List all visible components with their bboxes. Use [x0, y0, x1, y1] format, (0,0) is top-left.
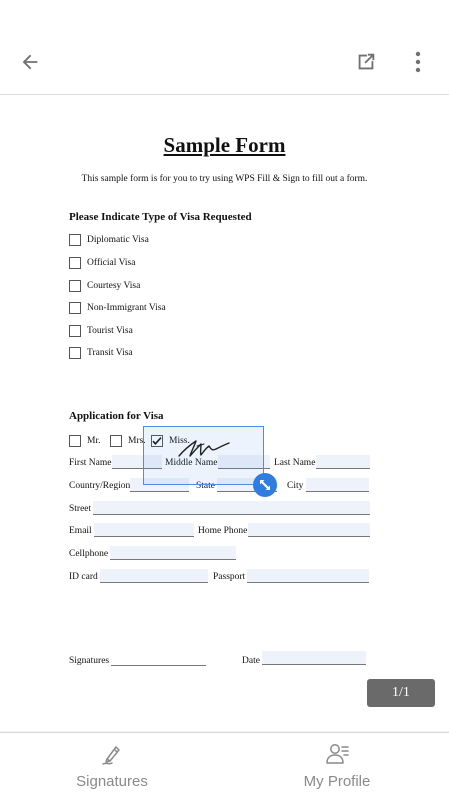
city-label: City [287, 481, 304, 491]
share-button[interactable] [346, 42, 386, 82]
cellphone-field[interactable] [110, 546, 236, 560]
cellphone-label: Cellphone [69, 549, 109, 559]
visa-option-non-immigrant[interactable] [69, 302, 166, 314]
visa-option-transit[interactable] [69, 347, 133, 359]
middle-name-label: Middle Name [165, 458, 218, 468]
tab-my-profile-label: My Profile [303, 773, 371, 790]
id-card-field[interactable] [100, 569, 208, 583]
more-vertical-icon [414, 50, 422, 74]
visa-option-label: Transit Visa [87, 348, 133, 358]
visa-option-label: Courtesy Visa [87, 281, 141, 291]
date-label: Date [242, 656, 260, 666]
tab-signatures-label: Signatures [76, 773, 148, 790]
document-page[interactable] [0, 95, 449, 731]
form-subtitle: This sample form is for you to try using WPS Fill & Sign to fill out a form. [81, 174, 368, 184]
first-name-label: First Name [69, 458, 112, 468]
salutation-label: Mr. [87, 436, 101, 446]
share-icon [355, 51, 377, 73]
date-field[interactable] [262, 651, 366, 665]
signatures-label: Signatures [69, 656, 110, 666]
arrow-back-icon [19, 51, 41, 73]
visa-option-label: Non-Immigrant Visa [87, 303, 166, 313]
application-section-heading: Application for Visa [69, 410, 164, 422]
back-button[interactable] [10, 42, 50, 82]
checkbox[interactable] [69, 280, 81, 292]
tab-signatures[interactable] [0, 733, 224, 801]
passport-field[interactable] [247, 569, 369, 583]
tab-my-profile[interactable] [225, 733, 449, 801]
checkbox[interactable] [69, 257, 81, 269]
salutation-mr[interactable] [69, 435, 100, 447]
page-indicator: 1/1 [367, 679, 435, 707]
profile-card-icon [324, 741, 350, 767]
visa-option-courtesy[interactable] [69, 280, 140, 292]
visa-option-official[interactable] [69, 257, 135, 269]
visa-option-tourist[interactable] [69, 325, 133, 337]
handwritten-signature [176, 435, 232, 461]
last-name-label: Last Name [274, 458, 316, 468]
visa-section-heading: Please Indicate Type of Visa Requested [69, 211, 252, 223]
checkbox[interactable] [69, 435, 81, 447]
top-toolbar [0, 0, 449, 95]
checkbox[interactable] [69, 302, 81, 314]
resize-handle[interactable] [253, 473, 277, 497]
checkbox[interactable] [110, 435, 122, 447]
more-options-button[interactable] [398, 42, 438, 82]
last-name-field[interactable] [316, 455, 370, 469]
street-field[interactable] [93, 501, 370, 515]
checkbox[interactable] [69, 325, 81, 337]
visa-option-label: Official Visa [87, 258, 136, 268]
id-card-label: ID card [69, 572, 98, 582]
passport-label: Passport [213, 572, 246, 582]
city-field[interactable] [306, 478, 369, 492]
salutation-label: Miss. [169, 436, 190, 446]
checkbox[interactable] [69, 234, 81, 246]
email-label: Email [69, 526, 92, 536]
visa-option-label: Tourist Visa [87, 326, 133, 336]
salutation-label: Mrs. [128, 436, 146, 446]
country-region-label: Country/Region [69, 481, 131, 491]
salutation-mrs[interactable] [110, 435, 146, 447]
resize-arrows-icon [258, 478, 272, 492]
home-phone-field[interactable] [248, 523, 370, 537]
home-phone-label: Home Phone [198, 526, 248, 536]
checkbox[interactable] [69, 347, 81, 359]
email-field[interactable] [94, 523, 194, 537]
signature-field[interactable] [111, 652, 206, 666]
signature-pen-icon [99, 741, 125, 767]
state-label: State [196, 481, 215, 491]
form-title: Sample Form [163, 133, 286, 157]
bottom-navigation [0, 732, 449, 801]
street-label: Street [69, 504, 92, 514]
visa-option-label: Diplomatic Visa [87, 235, 149, 245]
visa-option-diplomatic[interactable] [69, 234, 149, 246]
